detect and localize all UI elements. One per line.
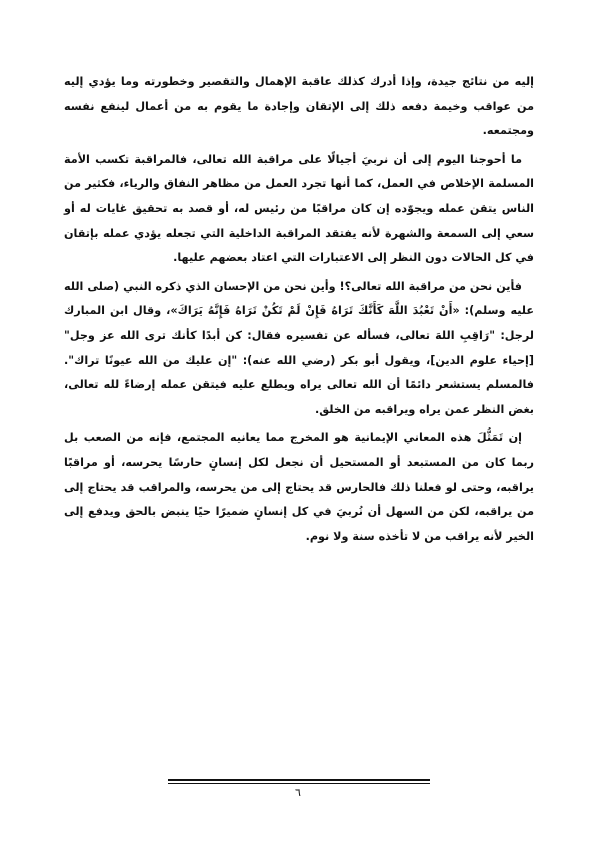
paragraph-1: إليه من نتائج جيدة، وإذا أدرك كذلك عاقبة الإهمال والتقصير وخطورته وما يؤدي إليه من عواقب وخيمة دفعه ذلك إلى الإتقان وإجادة ما يقوم به من أعمال لينفع نفسه ومجتمعه. [64,75,534,138]
paragraph-2: ما أحوجنا اليوم إلى أن نربيَ أجيالًا على مراقبة الله تعالى، فالمراقبة تكسب الأمة المسلمة الإخلاص في العمل، كما أنها تجرد العمل من مظاهر النفاق والرياء، فكثير من الناس يتقن عمله ويجوّده إن كان مراقبًا من رئيس له، أو قصد به تحقيق غايات له أو سعي إلى السمعة والشهرة لأنه يفتقد المراقبة الداخلية التي تجعله يؤدي عمله بإتقان في كل الحالات دون النظر إلى الاعتبارات التي اعتاد بعضهم عليها. [64,152,534,265]
footer-divider-thin [168,783,430,784]
page-number: ٦ [295,786,301,799]
paragraph-4: إن تَمَثُّلَ هذه المعاني الإيمانية هو المخرج مما يعانيه المجتمع، فإنه من الصعب بل ربما كان من المستبعد أو المستحيل أن نجعل لكل إنسانٍ حارسًا يحرسه، أو مراقبًا يراقبه، وحتى لو فعلنا ذلك فالحارس قد يحتاج إلى من يحرسه، والمراقب قد يحتاج إلى من يراقبه، لكن من السهل أن نُربيَ في كل إنسانٍ ضميرًا حيًا ينبض بالحق ويدفع إلى الخير لأنه يراقب من لا تأخذه سنة ولا نوم. [64,431,534,543]
paragraph-3: فأين نحن من مراقبة الله تعالى؟! وأين نحن من الإحسان الذي ذكره النبي (صلى الله عليه وسلم): «أَنْ تَعْبُدَ اللَّهَ كَأَنَّكَ تَرَاهُ فَإِنْ لَمْ تَكُنْ تَرَاهُ فَإِنَّهُ يَرَاكَ»، وقال ابن المبارك لرجل: "رَاقِبِ اللهَ تعالى، فسأله عن تفسيره فقال: كن أبدًا كأنك ترى الله عز وجل"[إحياء علوم الدين]، ويقول أبو بكر (رضي الله عنه): "إن عليك من الله عيونًا تراك". فالمسلم يستشعر دائمًا أن الله تعالى يراه ويطلع عليه فيتقن عمله إرضاءً لله تعالى، بغض النظر عمن يراه ويراقبه من الخلق. [64,279,534,416]
footer-divider [168,779,430,781]
body-text [64,70,534,553]
